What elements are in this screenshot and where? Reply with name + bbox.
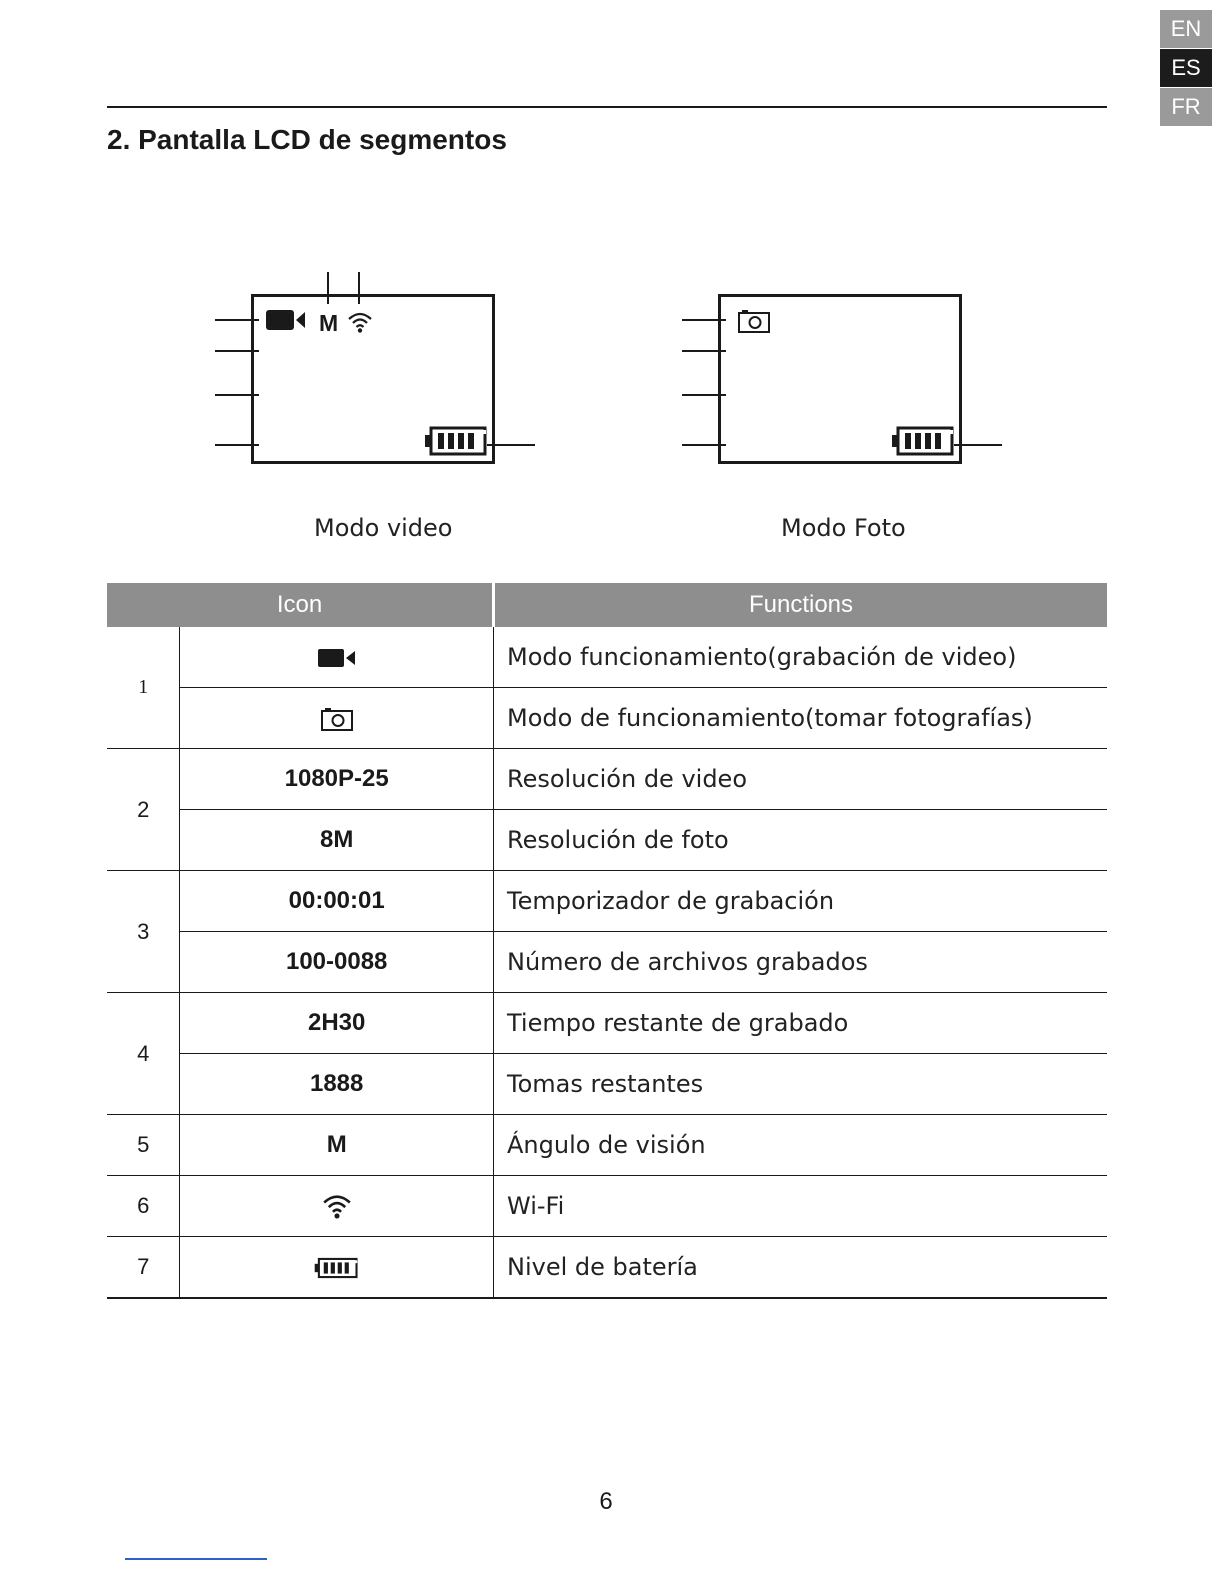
header-rule bbox=[107, 106, 1107, 108]
caption-video-mode: Modo video bbox=[314, 514, 453, 542]
table-row bbox=[107, 1115, 1107, 1176]
table-header-row bbox=[107, 583, 1107, 627]
lcd-screen bbox=[718, 294, 962, 464]
icon-text-cell: 00:00:01 bbox=[180, 871, 494, 932]
function-cell: Tomas restantes bbox=[494, 1054, 1108, 1115]
footer-link-underline bbox=[125, 1558, 267, 1560]
lcd-diagram-photo bbox=[682, 270, 1012, 480]
function-cell: Tiempo restante de grabado bbox=[494, 993, 1108, 1054]
table-row bbox=[107, 1176, 1107, 1237]
table-row bbox=[107, 1237, 1107, 1299]
battery-icon bbox=[891, 425, 957, 457]
wifi-icon bbox=[347, 310, 373, 334]
table-row bbox=[107, 993, 1107, 1054]
video-camera-icon bbox=[317, 647, 357, 669]
language-tabs bbox=[1160, 10, 1212, 127]
caption-photo-mode: Modo Foto bbox=[781, 514, 906, 542]
lang-tab-es[interactable]: ES bbox=[1160, 49, 1212, 87]
icon-text-cell: 1888 bbox=[180, 1054, 494, 1115]
function-cell: Modo funcionamiento(grabación de video) bbox=[494, 627, 1108, 688]
row-number: 7 bbox=[107, 1237, 180, 1299]
icon-text-cell: 8M bbox=[180, 810, 494, 871]
table-row bbox=[107, 627, 1107, 688]
row-number: 6 bbox=[107, 1176, 180, 1237]
icon-cell bbox=[180, 1237, 494, 1299]
icon-cell bbox=[180, 1176, 494, 1237]
row-number: 4 bbox=[107, 993, 180, 1115]
lcd-screen bbox=[251, 294, 495, 464]
video-camera-icon bbox=[265, 308, 309, 332]
function-cell: Temporizador de grabación bbox=[494, 871, 1108, 932]
wifi-icon bbox=[321, 1192, 353, 1220]
function-cell: Modo de funcionamiento(tomar fotografías) bbox=[494, 688, 1108, 749]
table-row bbox=[107, 810, 1107, 871]
camera-icon bbox=[737, 308, 771, 334]
function-cell: Ángulo de visión bbox=[494, 1115, 1108, 1176]
icon-cell bbox=[180, 688, 494, 749]
function-cell: Wi-Fi bbox=[494, 1176, 1108, 1237]
icon-text-cell: 100-0088 bbox=[180, 932, 494, 993]
page-number: 6 bbox=[599, 1488, 613, 1515]
function-cell: Nivel de batería bbox=[494, 1237, 1108, 1299]
lang-tab-fr[interactable]: FR bbox=[1160, 88, 1212, 126]
section-title: 2. Pantalla LCD de segmentos bbox=[107, 124, 507, 155]
icon-text-cell: 2H30 bbox=[180, 993, 494, 1054]
row-number: 2 bbox=[107, 749, 180, 871]
icon-text-cell: M bbox=[180, 1115, 494, 1176]
icon-text-cell: 1080P-25 bbox=[180, 749, 494, 810]
function-cell: Resolución de foto bbox=[494, 810, 1108, 871]
table-row bbox=[107, 1054, 1107, 1115]
row-number: 5 bbox=[107, 1115, 180, 1176]
row-number: 3 bbox=[107, 871, 180, 993]
camera-icon bbox=[320, 706, 354, 732]
table-row bbox=[107, 932, 1107, 993]
table-row bbox=[107, 749, 1107, 810]
battery-icon bbox=[314, 1256, 360, 1280]
lcd-diagram-video bbox=[215, 270, 545, 480]
icon-function-table bbox=[107, 583, 1107, 1299]
table-row bbox=[107, 688, 1107, 749]
battery-icon bbox=[424, 425, 490, 457]
icon-cell bbox=[180, 627, 494, 688]
function-cell: Número de archivos grabados bbox=[494, 932, 1108, 993]
viewing-angle-indicator: M bbox=[319, 310, 339, 336]
function-cell: Resolución de video bbox=[494, 749, 1108, 810]
lang-tab-en[interactable]: EN bbox=[1160, 10, 1212, 48]
header-icon: Icon bbox=[107, 583, 494, 627]
table-row bbox=[107, 871, 1107, 932]
row-number: 1 bbox=[107, 627, 180, 749]
header-functions: Functions bbox=[494, 583, 1108, 627]
